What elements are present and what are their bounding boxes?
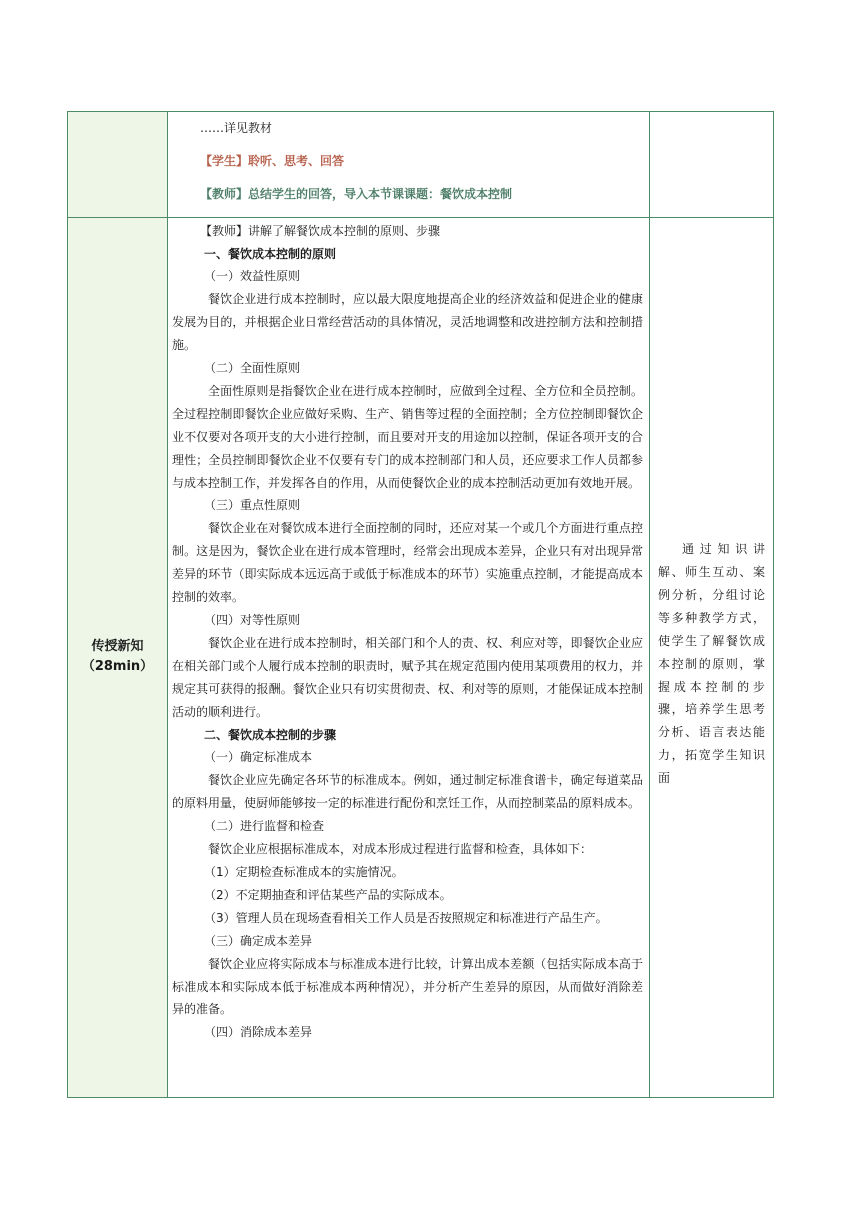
paragraph: 餐饮企业应将实际成本与标准成本进行比较，计算出成本差额（包括实际成本高于标准成本和实际成本低于标准成本两种情况），并分析产生差异的原因，从而做好消除差异的准备。 xyxy=(172,956,643,1017)
teacher-intro-line: 【教师】讲解了解餐饮成本控制的原则、步骤 xyxy=(200,223,441,238)
list-item: （3）管理人员在现场查看相关工作人员是否按照规定和标准进行产品生产。 xyxy=(204,910,608,925)
subheading: （一）效益性原则 xyxy=(204,269,301,284)
new-knowledge-row xyxy=(68,217,774,1097)
teacher-summary-line: 【教师】总结学生的回答，导入本节课课题：餐饮成本控制 xyxy=(200,187,513,202)
heading-principles: 一、餐饮成本控制的原则 xyxy=(204,246,337,261)
lesson-content-cell xyxy=(168,217,650,1097)
subheading: （二）进行监督和检查 xyxy=(204,819,325,834)
paragraph: 全面性原则是指餐饮企业在进行成本控制时，应做到全过程、全方位和全员控制。全过程控制即餐饮企业应做好采购、生产、销售等过程的全面控制；全方位控制即餐饮企业不仅要对各项开支的大小进行控制，而且要对开支的用途加以控制，保证各项开支的合理性；全员控制即餐饮企业不仅要有专门的成本控制部门和人员，还应要求工作人员都参与成本控制工作，并发挥各自的作用，从而使餐饮企业的成本控制活动更加有效地开展。 xyxy=(172,383,643,490)
list-item: （2）不定期抽查和评估某些产品的实际成本。 xyxy=(204,887,452,902)
intro-row xyxy=(68,112,774,218)
subheading: （三）重点性原则 xyxy=(204,498,301,513)
intro-content-cell xyxy=(168,112,650,218)
student-activity-line: 【学生】聆听、思考、回答 xyxy=(200,154,345,169)
heading-steps: 二、餐饮成本控制的步骤 xyxy=(204,727,337,742)
paragraph: 餐饮企业进行成本控制时，应以最大限度地提高企业的经济效益和促进企业的健康发展为目的，并根据企业日常经营活动的具体情况，灵活地调整和改进控制方法和控制措施。 xyxy=(172,292,643,353)
intro-line: ……详见教材 xyxy=(200,121,273,135)
subheading: （四）对等性原则 xyxy=(204,613,301,628)
lesson-plan-table xyxy=(67,111,774,1098)
list-item: （1）定期检查标准成本的实施情况。 xyxy=(204,864,404,879)
teaching-notes: 通过知识讲解、师生互动、案例分析，分组讨论等多种教学方式，使学生了解餐饮成本控制的原则，掌握成本控制的步骤，培养学生思考分析、语言表达能力，拓宽学生知识面 xyxy=(658,542,765,786)
section-title: 传授新知 xyxy=(91,639,144,655)
paragraph: 餐饮企业在进行成本控制时，相关部门和个人的责、权、利应对等，即餐饮企业应在相关部门或个人履行成本控制的职责时，赋予其在规定范围内使用某项费用的权力，并规定其可获得的报酬。餐饮企业只有切实贯彻责、权、利对等的原则，才能保证成本控制活动的顺利进行。 xyxy=(172,635,643,719)
paragraph: 餐饮企业应根据标准成本，对成本形成过程进行监督和检查，具体如下： xyxy=(208,842,593,857)
teaching-notes-cell xyxy=(650,217,774,1097)
section-label-cell xyxy=(68,217,168,1097)
paragraph: 餐饮企业应先确定各环节的标准成本。例如，通过制定标准食谱卡，确定每道菜品的原料用量，使厨师能够按一定的标准进行配份和烹饪工作，从而控制菜品的原料成本。 xyxy=(172,773,643,811)
subheading: （三）确定成本差异 xyxy=(204,933,313,948)
intro-label-cell xyxy=(68,112,168,218)
paragraph: 餐饮企业在对餐饮成本进行全面控制的同时，还应对某一个或几个方面进行重点控制。这是因为，餐饮企业在进行成本管理时，经常会出现成本差异，企业只有对出现异常差异的环节（即实际成本远远高于或低于标准成本的环节）实施重点控制，才能提高成本控制的效率。 xyxy=(172,521,643,605)
section-duration: （28min） xyxy=(81,659,154,675)
subheading: （二）全面性原则 xyxy=(204,361,301,376)
subheading: （一）确定标准成本 xyxy=(204,750,313,765)
subheading: （四）消除成本差异 xyxy=(204,1025,313,1040)
intro-notes-cell xyxy=(650,112,774,218)
